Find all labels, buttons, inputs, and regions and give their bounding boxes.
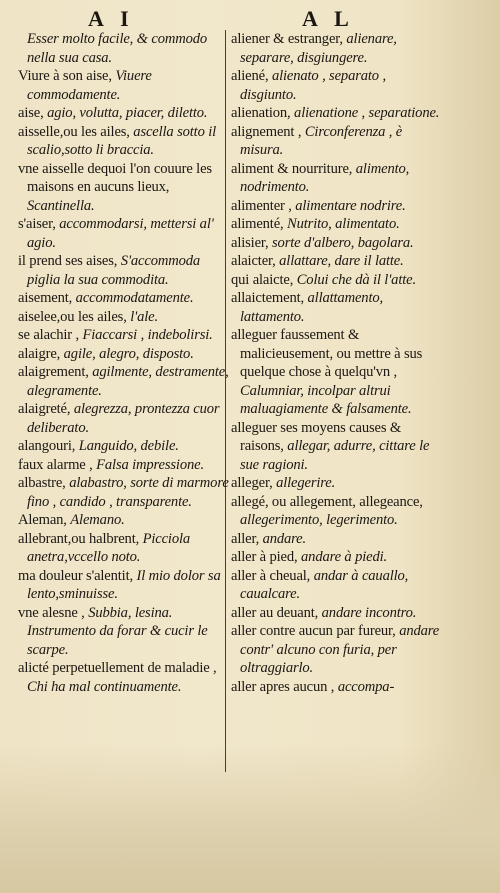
dictionary-entry (18, 326, 230, 345)
italian-translation: l'ale. (130, 308, 158, 325)
dictionary-entry (231, 419, 445, 475)
french-term: alaicter, (231, 253, 280, 269)
dictionary-entry (231, 67, 445, 104)
dictionary-entry (18, 530, 230, 567)
french-term: allaictement, (231, 290, 308, 306)
italian-translation: Esser molto facile, & commodo nella sua casa. (27, 31, 208, 66)
french-term: alimenté, (231, 216, 288, 232)
french-term: aller apres aucun , (231, 678, 338, 695)
italian-translation: alimentare nodrire. (295, 197, 406, 214)
left-column (18, 30, 230, 696)
italian-translation: Il mio dolor sa lento,sminuisse. (27, 567, 221, 602)
french-term: alleger, (231, 475, 277, 491)
italian-translation: Alemano. (70, 512, 125, 528)
italian-translation: Subbia, lesina. Instrumento da forar & cucir le scarpe. (27, 604, 208, 658)
italian-translation: alienatione , separatione. (294, 105, 440, 121)
italian-translation: sorte d'albero, bagolara. (272, 234, 414, 251)
french-term: aller à pied, (231, 549, 302, 565)
right-column (231, 30, 445, 696)
dictionary-entry (231, 326, 445, 419)
french-term: alleguer ses moyens causes & raisons, (231, 419, 402, 454)
italian-translation: Picciola anetra,vccello noto. (27, 530, 191, 565)
dictionary-entry (231, 622, 445, 678)
dictionary-entry (18, 289, 230, 308)
french-term: aiselee,ou les ailes, (18, 308, 131, 325)
italian-translation: allattare, dare il latte. (279, 253, 404, 269)
dictionary-entry (231, 493, 445, 530)
dictionary-entry (231, 252, 445, 271)
italian-translation: agilmente, destramente, alegramente. (27, 364, 229, 399)
dictionary-entry (231, 30, 445, 67)
italian-translation: Scantinella. (27, 197, 95, 214)
dictionary-entry (231, 530, 445, 549)
french-term: il prend ses aises, (18, 253, 121, 269)
italian-translation: Languido, debile. (78, 438, 179, 454)
dictionary-entry (18, 123, 230, 160)
french-term: vne alesne , (18, 604, 89, 621)
french-term: aisselle,ou les ailes, (18, 123, 134, 140)
dictionary-entry (231, 197, 445, 216)
french-term: alisier, (231, 234, 273, 251)
dictionary-entry (18, 511, 230, 530)
french-term: faux alarme , (18, 456, 97, 473)
french-term: aller à cheual, (231, 567, 314, 584)
dictionary-entry (18, 567, 230, 604)
french-term: ma douleur s'alentit, (18, 567, 137, 584)
french-term: alimenter , (231, 197, 296, 214)
italian-translation: allattamento, lattamento. (240, 290, 383, 325)
italian-translation: accommodarsi, mettersi al' agio. (27, 216, 214, 251)
french-term: vne aisselle dequoi l'on couure les maisons en aucuns lieux, (18, 160, 212, 195)
dictionary-entry (18, 604, 230, 660)
dictionary-entry (18, 400, 230, 437)
dictionary-entry (231, 548, 445, 567)
italian-translation: agio, volutta, piacer, diletto. (47, 105, 208, 121)
italian-translation: agile, alegro, disposto. (63, 345, 194, 362)
italian-translation: andare incontro. (321, 604, 417, 621)
italian-translation: Colui che dà il l'atte. (296, 271, 416, 288)
italian-translation: accommodatamente. (75, 290, 194, 306)
dictionary-entry (18, 456, 230, 475)
french-term: aliener & estranger, (231, 31, 347, 47)
italian-translation: alimento, nodrimento. (240, 160, 410, 195)
dictionary-entry (231, 271, 445, 290)
italian-translation: Falsa impressione. (96, 456, 204, 473)
dictionary-entry (231, 160, 445, 197)
french-term: alaigreté, (18, 401, 74, 417)
french-term: allegé, ou allegement, allegeance, (231, 493, 423, 510)
dictionary-entry (18, 437, 230, 456)
page-stain (0, 743, 500, 893)
dictionary-entry (231, 678, 445, 697)
french-term: se alachir , (18, 327, 83, 343)
french-term: aller contre aucun par fureur, (231, 623, 400, 639)
dictionary-entry (231, 474, 445, 493)
dictionary-entry (231, 104, 445, 123)
dictionary-entry (231, 215, 445, 234)
italian-translation: alienare, separare, disgiungere. (240, 31, 397, 66)
italian-translation: allegerire. (276, 475, 336, 491)
dictionary-entry (18, 215, 230, 252)
italian-translation: Circonferenza , è misura. (240, 123, 403, 158)
italian-translation: S'accommoda piglia la sua commodita. (27, 253, 201, 288)
italian-translation: alienato , separato , disgiunto. (240, 68, 386, 103)
italian-translation: Chi ha mal continuamente. (27, 678, 182, 695)
italian-translation: Viuere commodamente. (27, 68, 152, 103)
right-column-header: A L (302, 6, 355, 31)
dictionary-entry (18, 252, 230, 289)
french-term: alaigre, (18, 345, 64, 362)
dictionary-entry (231, 234, 445, 253)
french-term: alienation, (231, 105, 295, 121)
italian-translation: Fiaccarsi , indebolirsi. (82, 327, 213, 343)
italian-translation: allegerimento, legerimento. (240, 512, 398, 528)
french-term: aliené, (231, 68, 272, 84)
dictionary-entry (18, 30, 230, 67)
dictionary-entry (231, 604, 445, 623)
dictionary-entry (18, 363, 230, 400)
french-term: Aleman, (18, 512, 71, 528)
french-term: s'aiser, (18, 216, 60, 232)
italian-translation: accompa- (337, 678, 395, 695)
french-term: alleguer faussement & malicieusement, ou mettre à sus quelque chose à quelqu'vn , (231, 327, 423, 380)
french-term: alignement , (231, 123, 305, 140)
dictionary-entry (18, 345, 230, 364)
french-term: albastre, (18, 475, 70, 491)
french-term: alicté perpetuellement de maladie , (18, 660, 217, 676)
left-column-header: A I (88, 6, 135, 31)
french-term: alangouri, (18, 438, 79, 454)
italian-translation: allegar, adurre, cittare le sue ragioni. (240, 438, 430, 473)
italian-translation: alabastro, sorte di marmore fino , candido , transparente. (27, 475, 229, 510)
dictionary-entry (18, 308, 230, 327)
french-term: aller, (231, 530, 263, 547)
french-term: alaigrement, (18, 364, 93, 380)
french-term: aise, (18, 105, 48, 121)
dictionary-entry (18, 474, 230, 511)
italian-translation: andar à cauallo, caualcare. (240, 567, 409, 602)
italian-translation: alegrezza, prontezza cuor deliberato. (27, 401, 220, 436)
italian-translation: andare. (262, 530, 306, 547)
italian-translation: andare contr' alcuno con furia, per oltraggiarlo. (240, 623, 440, 676)
french-term: allebrant,ou halbrent, (18, 530, 143, 547)
dictionary-entry (18, 659, 230, 696)
italian-translation: ascella sotto il scalio,sotto li braccia. (27, 123, 217, 158)
dictionary-entry (18, 67, 230, 104)
dictionary-entry (231, 123, 445, 160)
french-term: aisement, (18, 290, 76, 306)
french-term: aliment & nourriture, (231, 160, 356, 177)
dictionary-entry (231, 289, 445, 326)
dictionary-entry (18, 160, 230, 216)
italian-translation: andare à piedi. (301, 549, 388, 565)
french-term: Viure à son aise, (18, 68, 116, 84)
french-term: aller au deuant, (231, 604, 322, 621)
italian-translation: Nutrito, alimentato. (287, 216, 400, 232)
french-term: qui alaicte, (231, 271, 297, 288)
italian-translation: Calumniar, incolpar altrui maluagiamente & falsamente. (240, 382, 412, 417)
dictionary-entry (18, 104, 230, 123)
dictionary-entry (231, 567, 445, 604)
